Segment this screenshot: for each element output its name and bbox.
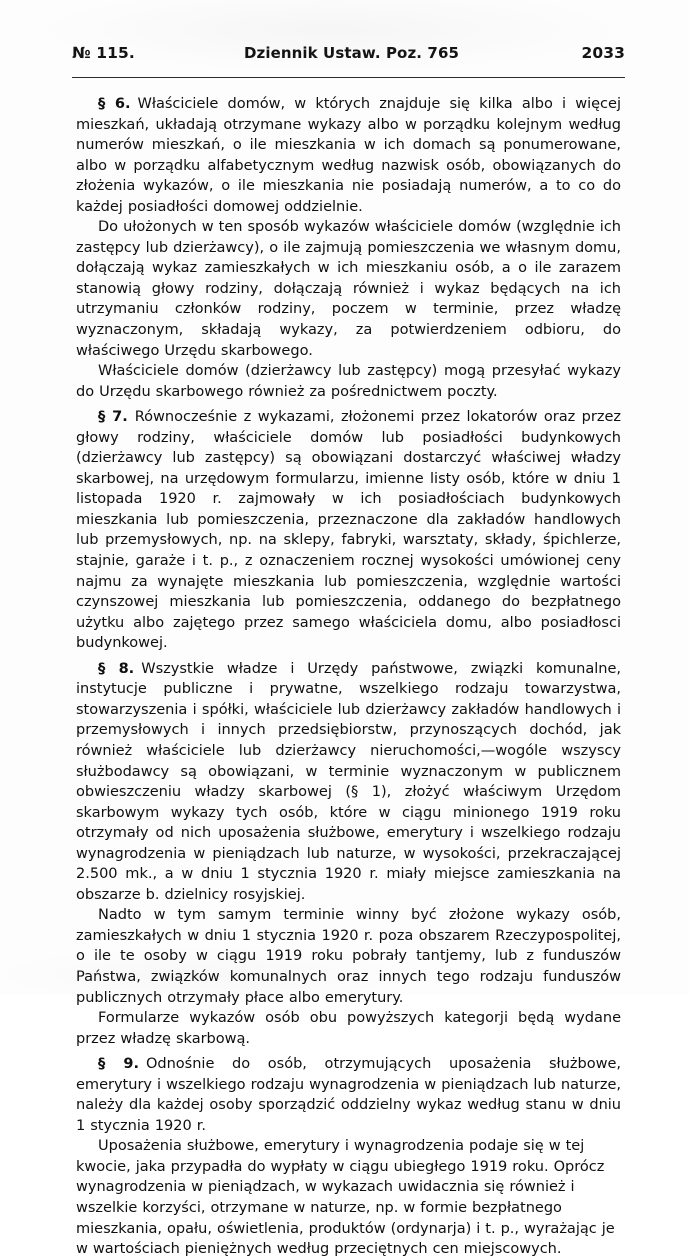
paragraph-text: Odnośnie do osób, otrzymujących uposażenia służbowe, emerytury i wszelkiego rodzaju wynagrodzenia w pieniądzach lub naturze, należy dla każdej osoby sporządzić oddzielny wykaz według stanu w dniu 1 stycznia 1920 r. xyxy=(76,1055,621,1134)
running-head xyxy=(72,44,625,70)
paragraph xyxy=(76,407,621,654)
issue-number: № 115. xyxy=(72,44,135,62)
paragraph xyxy=(76,361,621,402)
text-column xyxy=(76,94,621,1260)
page-number: 2033 xyxy=(581,44,625,62)
paragraph-text: Równocześnie z wykazami, złożonemi przez lokatorów oraz przez głowy rodziny, właściciele domów lub posiadłości budynkowych (dzierżawcy lub zastępcy) są obowiązani dostarczyć właściwej władzy skarbowej, na urzędowym formularzu, imienne listy osób, które w dniu 1 listopada 1920 r. zajmowały w ich posiadłościach budynkowych mieszkania lub pomieszczenia, przeznaczone dla zakładów handlowych lub przemysłowych, np. na sklepy, fabryki, warsztaty, składy, śpichlerze, stajnie, garaże i t. p., z oznaczeniem rocznej wysokości umówionej ceny najmu za wynajęte mieszkania lub pomieszczenia, względnie wartości czynszowej mieszkania lub pomieszczenia, oddanego do bezpłatnego użytku albo zajętego przez samego właściciela domu, albo posiadłosci budynkowej. xyxy=(76,408,621,652)
paragraph-text: Właściciele domów (dzierżawcy lub zastępcy) mogą przesyłać wykazy do Urzędu skarbowego również za pośrednictwem poczty. xyxy=(76,362,621,400)
paragraph-text: Uposażenia służbowe, emerytury i wynagrodzenia podaje się w tej kwocie, jaka przypadła do wypłaty w ciągu ubiegłego 1919 roku. Oprócz wynagrodzenia w pieniądzach, w wykazach uwidacznia się również i wszelkie korzyści, otrzymane w naturze, np. w formie bezpłatnego mieszkania, opału, oświetlenia, produktów (ordynarja) i t. p., wyrażając je w wartościach pieniężnych według przeciętnych cen miejscowych. xyxy=(76,1137,615,1258)
paragraph xyxy=(76,1008,621,1049)
paragraph-text: Do ułożonych w ten sposób wykazów właściciele domów (względnie ich zastępcy lub dzierżawcy), o ile zajmują pomieszczenia we własnym domu, dołączają wykaz zamieszkałych w ich mieszkaniu osób, a o ile zarazem stanowią głowy rodziny, dołączają również i wykaz będących na ich utrzymaniu członków rodziny, poczem w terminie, przez władzę wyznaczonym, składają wykazy, za potwierdzeniem odbioru, do właściwego Urzędu skarbowego. xyxy=(76,218,621,359)
paragraph xyxy=(76,217,621,361)
paragraph-text: Wszystkie władze i Urzędy państwowe, związki komunalne, instytucje publiczne i prywatne, wszelkiego rodzaju towarzystwa, stowarzyszenia i spółki, właściciele lub dzierżawcy zakładów handlowych i przemysłowych i innych przedsiębiorstw, przynoszących dochód, jak również właściciele lub dzierżawcy nieruchomości,—wogóle wszyscy służbodawcy są obowiązani, w terminie wyznaczonym w publicznem obwieszczeniu władzy skarbowej (§ 1), złożyć właściwym Urzędom skarbowym wykazy tych osób, które w ciągu minionego 1919 roku otrzymały od nich uposażenia służbowe, emerytury i wszelkiego rodzaju wynagrodzenia w pieniądzach lub naturze, w wysokości, przekraczającej 2.500 mk., a w dniu 1 stycznia 1920 r. miały miejsce zamieszkania na obszarze b. dzielnicy rosyjskiej. xyxy=(76,659,621,903)
paragraph-text: Właściciele domów, w których znajduje się kilka albo i więcej mieszkań, układają otrzymane wykazy albo w porządku kolejnym według numerów mieszkań, o ile mieszkania w ich domach są ponumerowane, albo w porządku alfabetycznym według nazwisk osób, obowiązanych do złożenia wykazów, o ile mieszkania nie posiadają numerów, a to co do każdej posiadłości domowej oddzielnie. xyxy=(76,95,621,215)
section-mark: § 7. xyxy=(98,408,128,426)
section-mark: § 9. xyxy=(98,1055,139,1073)
paragraph xyxy=(76,1136,621,1259)
paragraph xyxy=(76,94,621,217)
header-divider xyxy=(72,77,625,78)
journal-title: Dziennik Ustaw. Poz. 765 xyxy=(243,44,460,62)
paragraph xyxy=(76,905,621,1008)
paragraph xyxy=(76,659,621,906)
paragraph xyxy=(76,1054,621,1136)
section-mark: § 6. xyxy=(98,95,131,112)
paragraph-text: Formularze wykazów osób obu powyższych kategorji będą wydane przez władzę skarbową. xyxy=(76,1009,621,1047)
section-mark: § 8. xyxy=(98,659,135,677)
paragraph-text: Nadto w tym samym terminie winny być złożone wykazy osób, zamieszkałych w dniu 1 stycznia 1920 r. poza obszarem Rzeczypospolitej, o ile te osoby w ciągu 1919 roku pobrały tantjemy, lub z funduszów Państwa, związków komunalnych oraz innych tego rodzaju funduszów publicznych otrzymały płace albo emerytury. xyxy=(76,906,621,1006)
